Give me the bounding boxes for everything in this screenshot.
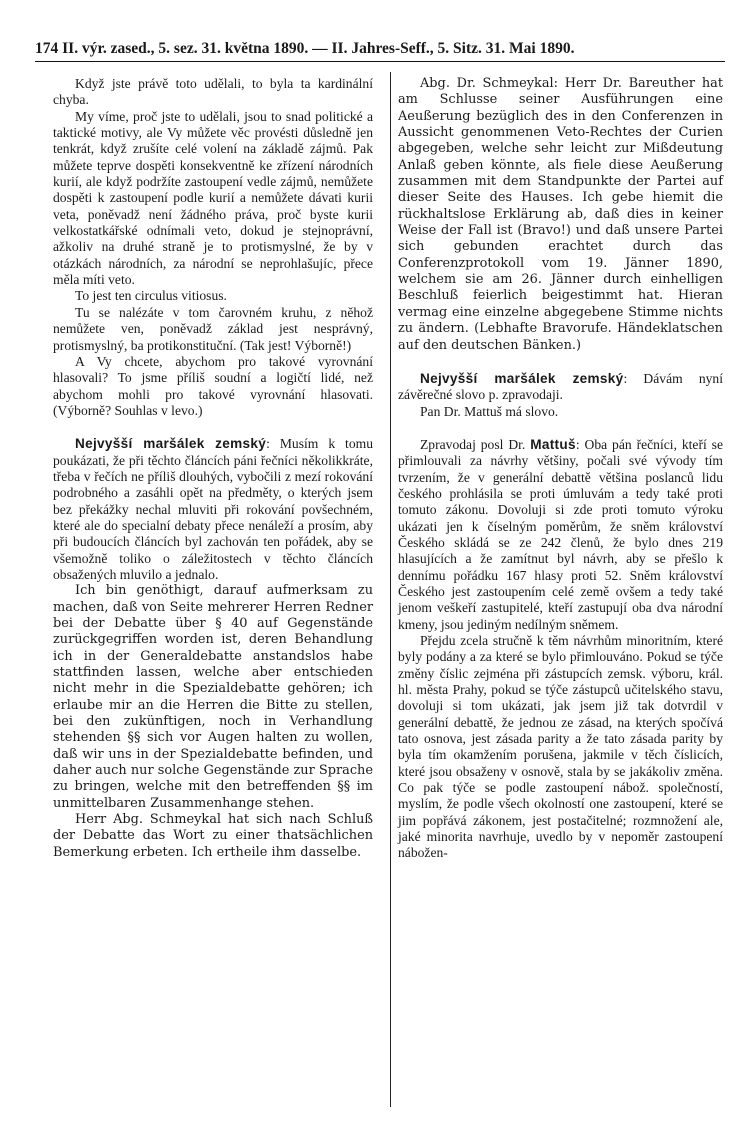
column-divider [390,72,391,1107]
paragraph: Tu se nalézáte v tom čarovném kruhu, z něhož nemůžete ven, poněvadž základ jest nesprávný, protismyslný, ba protikonstituční. (Tak jest! Výborně!) [53,304,373,353]
paragraph: Pan Dr. Mattuš má slovo. [420,403,559,419]
speaker-name: Nejvyšší maršálek zemský [420,370,624,386]
speaker-prefix: Zpravodaj posl Dr. [420,436,526,452]
paragraph: A Vy chcete, abychom pro takové vyrovnání hlasovali? To jsme příliš soudní a logičtí lidé, než abychom mohli pro takové vyrovnání hlasovati. (Výborně? Souhlas v levo.) [53,353,373,418]
speech-text: Dávám nyní závěrečné slovo p. zpravodaji. [398,370,723,403]
right-column [398,76,723,862]
paragraph: Když jste právě toto udělali, to byla ta kardinální chyba. [53,76,373,108]
paragraph: Přejdu zcela stručně k těm návrhům minoritním, které byly podány a za které se bylo přimlouváno. Pokud se týče změny číslic zejména při zástupcích zemsk. výboru, král. hl. města Prahy, pokud se týče zástupců učitelského stavu, dovoluji si tom ukázati, jak jsem již tak dotvrdil v generální debattě, že jednou ze zásad, na kterých spočívá tato osnova, jest zásada parity a že tato zásada parity by byla tím okamžením porušena, jakmile v těch číslicích, které jsou obsaženy v osnově, stala by se jakákoliv změna. Co pak týče se podle zastoupení nábož. společností, myslím, že podle všech okolností one zastoupení, které se jim popřává zákonem, jest postačitelné; rozmnožení ale, jaké minorita navrhuje, uvedlo by v nepoměr zastoupení nábožen- [398,633,723,861]
page-header [35,40,725,62]
german-paragraph: Ich bin genöthigt, darauf aufmerksam zu machen, daß von Seite mehrerer Herren Redner bei der Debatte über § 40 auf Gegenstände zurückgegriffen worden ist, deren Behandlung ich in der Generaldebatte anstandslos habe stattfinden lassen, welche aber entschieden nicht mehr in die Spezialdebatte gehören; ich erlaube mir an die Herren die Bitte zu stellen, bei den zukünftigen, noch in Verhandlung stehenden §§ sich vor Augen halten zu wollen, daß wir uns in der Spezialdebatte befinden, und daher auch nur solche Gegenstände zur Sprache zu bringen, welche mit den betreffenden §§ im unmittelbaren Zusammenhange stehen. [53,583,373,811]
paragraph: My víme, proč jste to udělali, jsou to snad politické a taktické motivy, ale Vy můžete věc provésti důsledně jen tenkrát, když zrušíte celé volení na základě zájmů. Pak můžete teprve dospěti konsekventně ke zřízení národních kurií, ale když podržíte zastoupení vedle zájmů, nemůžete dospěti k zastoupení podle kurií a nemůžete dávati kurii veta, poněvadž není žádného práva, proč byste kurii velkostatkářské odnímali veto, dokud je stejnoprávní, ažkoliv na druhé straně je to protismyslné, že by v otázkách národních, za národní se neprohlašujíc, přece měla míti veto. [53,108,373,288]
speech-paragraph: Nejvyšší maršálek zemský: Dávám nyní závěrečné slovo p. zpravodaji. [398,370,723,403]
speech-paragraph: Nejvyšší maršálek zemský: Musím k tomu poukázati, že při těchto článcích páni řečníci několikkráte, třeba v řečích ne příliš dlouhých, vybočili z mezí rokování podrobného a zasáhli opět na předměty, o kterých jsem bez překážky nechal mluviti při rokování povšechném, které ale do specialní debaty přece nenáleží a prosím, aby při budoucích článcích byl zachován ten pořádek, aby se všemožně toliko o záležitostech v těchto článcích obsažených mluvilo a jednalo. [53,436,373,582]
header-title: 174 II. výr. zased., 5. sez. 31. května 1890. — II. Jahres-Seff., 5. Sitz. 31. Mai 1890. [35,40,575,57]
speech-text: Musím k tomu poukázati, že při těchto článcích páni řečníci několikkráte, třeba v řečích ne příliš dlouhých, vybočili z mezí rokování podrobného a zasáhli opět na předměty, o kterých jsem bez překážky nechal mluviti při rokování povšechném, které ale do specialní debaty přece nenáleží a prosím, aby při budoucích článcích byl zachován ten pořádek, aby se všemožně toliko o záležitostech v těchto článcích obsažených mluvilo a jednalo. [53,436,373,582]
speech-text: Oba pán řečníci, kteří se přimlouvali za návrhy většiny, počali své vývody tím tvrzením, že v generální debattě většina poslanců lidu českého prohlásila se proti úmluvám a tedy také proti tomuto zákonu. Dovoluji si zde proti tomuto výroku ukázati jen k číselným poměrům, že sněm království Českého skládá se ze 242 členů, že bylo dnes 219 hlasujících a že zamítnut byl návrh, aby se přešlo k dennímu pořádku 167 hlasy proti 52. Sněm království Českého jest zastoupením celé země ovšem a tedy také jenom veškeří zastupitelé, kteří zastupují oba dva národní kmeny, jsou jediným nedílným sněmem. [398,436,723,632]
speaker-name: Nejvyšší maršálek zemský [75,436,267,452]
speaker-name: Mattuš [530,436,576,452]
left-column [53,76,373,861]
german-paragraph: Abg. Dr. Schmeykal: Herr Dr. Bareuther hat am Schlusse seiner Ausführungen eine Aeußerung bezüglich des in den Conferenzen in Aussicht genommenen Veto-Rechtes der Curien abgegeben, welche sehr leicht zur Mißdeutung Anlaß geben könnte, als fiele diese Aeußerung zusammen mit dem Standpunkte der Partei auf dieser Seite des Hauses. Ich gebe hiemit die rückhaltslose Erklärung ab, daß dies in keiner Weise der Fall ist (Bravo!) und daß unsere Partei sich gebunden erachtet durch das Conferenzprotokoll vom 19. Jänner 1890, welchem sie am 26. Jänner durch einhelligen Beschluß feierlich beigestimmt hat. Hieran vermag eine einzelne abgegebene Stimme nichts zu ändern. (Lebhafte Bravorufe. Händeklatschen auf den deutschen Bänken.) [398,76,723,353]
paragraph: To jest ten circulus vitiosus. [75,288,227,304]
german-paragraph: Herr Abg. Schmeykal hat sich nach Schluß der Debatte das Wort zu einer thatsächlichen Bemerkung erbeten. Ich ertheile ihm dasselbe. [53,812,373,860]
speech-paragraph: Zpravodaj posl Dr. Mattuš: Oba pán řečníci, kteří se přimlouvali za návrhy většiny, počali své vývody tím tvrzením, že v generální debattě většina poslanců lidu českého prohlásila se proti úmluvám a tedy také proti tomuto zákonu. Dovoluji si zde proti tomuto výroku ukázati jen k číselným poměrům, že sněm království Českého skládá se ze 242 členů, že bylo dnes 219 hlasujících a že zamítnut byl návrh, aby se přešlo k dennímu pořádku 167 hlasy proti 52. Sněm království Českého jest zastoupením celé země ovšem a tedy také jenom veškeří zastupitelé, kteří zastupují oba dva národní kmeny, jsou jediným nedílným sněmem. [398,436,723,632]
